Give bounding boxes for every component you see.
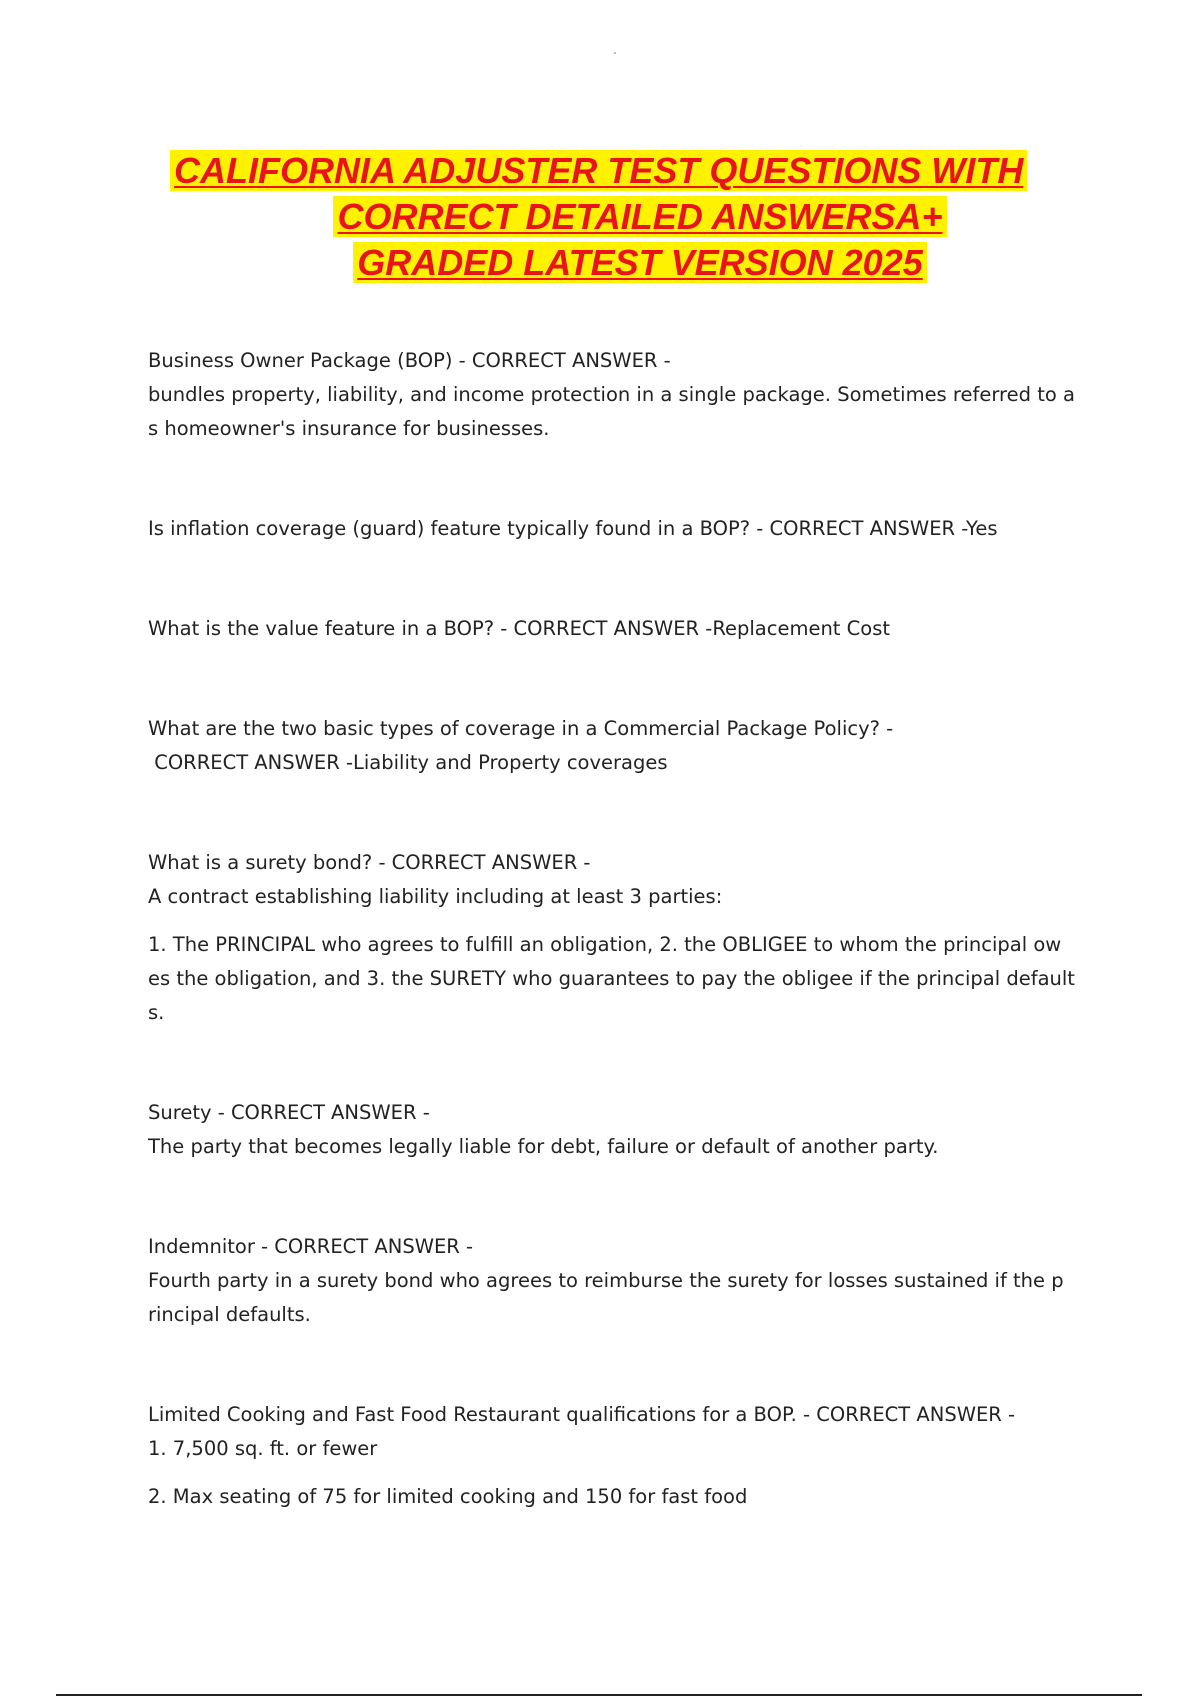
qa-line: What is a surety bond? - CORRECT ANSWER - (148, 851, 591, 874)
title-line-1: CALIFORNIA ADJUSTER TEST QUESTIONS WITH (150, 148, 1130, 194)
document-title (150, 148, 1130, 286)
title-line-2: CORRECT DETAILED ANSWERSA+ (150, 194, 1130, 240)
page-bottom-rule (56, 1694, 1142, 1696)
qa-line: s homeowner's insurance for businesses. (148, 417, 550, 440)
qa-line: s. (148, 1001, 165, 1024)
qa-entry-value-feature (148, 612, 1098, 646)
qa-line: CORRECT ANSWER -Liability and Property coverages (148, 751, 668, 774)
document-body (148, 344, 1098, 1580)
qa-line: The party that becomes legally liable for debt, failure or default of another party. (148, 1135, 939, 1158)
qa-entry-inflation-coverage (148, 512, 1098, 546)
qa-entry-limited-cooking (148, 1398, 1098, 1514)
qa-line: 2. Max seating of 75 for limited cooking and 150 for fast food (148, 1485, 748, 1508)
title-line-3: GRADED LATEST VERSION 2025 (150, 240, 1130, 286)
qa-line: Business Owner Package (BOP) - CORRECT ANSWER - (148, 349, 671, 372)
qa-line: rincipal defaults. (148, 1303, 311, 1326)
qa-line: A contract establishing liability including at least 3 parties: (148, 885, 723, 908)
qa-entry-business-owner-package (148, 344, 1098, 446)
qa-entry-surety (148, 1096, 1098, 1164)
page-dot (614, 52, 616, 54)
qa-line: Is inflation coverage (guard) feature typically found in a BOP? - CORRECT ANSWER -Yes (148, 517, 998, 540)
qa-entry-surety-bond (148, 846, 1098, 1030)
qa-line: Surety - CORRECT ANSWER - (148, 1101, 430, 1124)
qa-line: 1. 7,500 sq. ft. or fewer (148, 1437, 378, 1460)
qa-line: What are the two basic types of coverage in a Commercial Package Policy? - (148, 717, 894, 740)
qa-line: es the obligation, and 3. the SURETY who guarantees to pay the obligee if the principal default (148, 967, 1075, 990)
qa-line: Fourth party in a surety bond who agrees to reimburse the surety for losses sustained if the p (148, 1269, 1064, 1292)
qa-entry-indemnitor (148, 1230, 1098, 1332)
qa-line: bundles property, liability, and income protection in a single package. Sometimes referred to a (148, 383, 1075, 406)
qa-line: Indemnitor - CORRECT ANSWER - (148, 1235, 474, 1258)
qa-line: Limited Cooking and Fast Food Restaurant qualifications for a BOP. - CORRECT ANSWER - (148, 1403, 1016, 1426)
qa-line: What is the value feature in a BOP? - CORRECT ANSWER -Replacement Cost (148, 617, 890, 640)
qa-entry-commercial-package-policy (148, 712, 1098, 780)
qa-line: 1. The PRINCIPAL who agrees to fulfill an obligation, 2. the OBLIGEE to whom the principal ow (148, 933, 1062, 956)
